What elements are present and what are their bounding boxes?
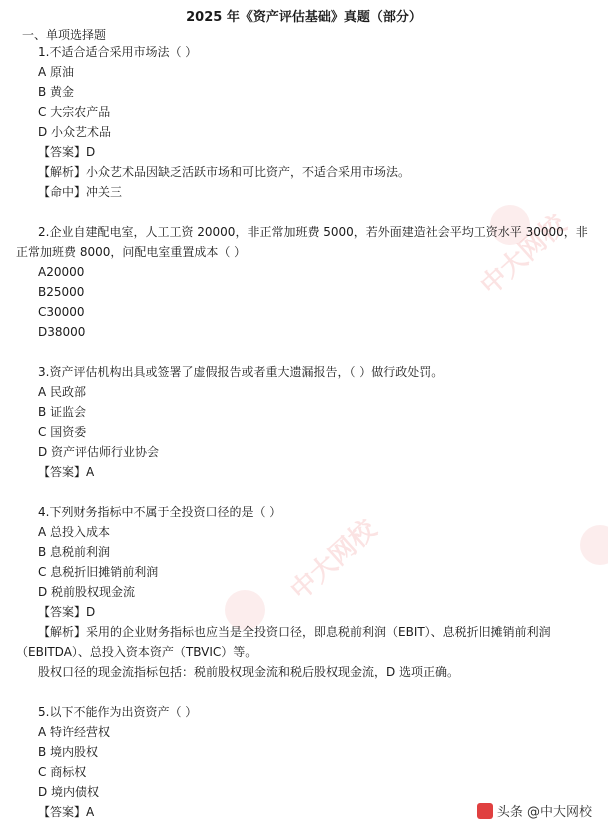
answer: 【答案】D	[38, 145, 96, 159]
page-title: 2025 年《资产评估基础》真题（部分）	[186, 10, 422, 25]
explanation: 【解析】小众艺术品因缺乏活跃市场和可比资产，不适合采用市场法。	[38, 165, 411, 179]
option: B 黄金	[38, 85, 75, 99]
explanation-cont: （EBITDA）、总投入资本资产（TBVIC）等。	[16, 645, 258, 659]
option: D38000	[38, 325, 86, 339]
option: A20000	[38, 265, 85, 279]
hit-note: 【命中】冲关三	[38, 185, 123, 199]
option: D 境内债权	[38, 785, 100, 799]
option: C 大宗农产品	[38, 105, 111, 119]
option: C 国资委	[38, 425, 87, 439]
option: B 息税前利润	[38, 545, 111, 559]
option: D 资产评估师行业协会	[38, 445, 160, 459]
option: B 证监会	[38, 405, 87, 419]
option: C 息税折旧摊销前利润	[38, 565, 159, 579]
explanation-cont: 股权口径的现金流指标包括：税前股权现金流和税后股权现金流，D 选项正确。	[38, 665, 460, 679]
section-heading: 一、单项选择题	[22, 28, 107, 42]
option: A 总投入成本	[38, 525, 111, 539]
question-5: 5.以下不能作为出资资产（ ）	[38, 705, 198, 719]
watermark: 中大网校	[284, 514, 383, 607]
answer: 【答案】A	[38, 465, 95, 479]
option: C 商标权	[38, 765, 87, 779]
question-2: 2.企业自建配电室，人工工资 20000，非正常加班费 5000，若外面建造社会平均工资水平 30000，非	[38, 225, 588, 239]
answer: 【答案】A	[38, 805, 95, 819]
footer-text: 头条 @中大网校	[496, 805, 592, 820]
question-1: 1.不适合适合采用市场法（ ）	[38, 45, 198, 59]
option: B25000	[38, 285, 85, 299]
option: C30000	[38, 305, 85, 319]
option: A 原油	[38, 65, 75, 79]
watermark-logo-icon	[580, 525, 608, 565]
option: D 税前股权现金流	[38, 585, 136, 599]
question-2-cont: 正常加班费 8000，问配电室重置成本（ ）	[16, 245, 247, 259]
watermark: 中大网校	[474, 209, 573, 302]
option: B 境内股权	[38, 745, 99, 759]
footer-credit	[477, 801, 592, 820]
option: A 特许经营权	[38, 725, 111, 739]
explanation: 【解析】采用的企业财务指标也应当是全投资口径，即息税前利润（EBIT）、息税折旧摊销前利润	[38, 625, 551, 639]
toutiao-logo-icon	[477, 803, 493, 819]
question-3: 3.资产评估机构出具或签署了虚假报告或者重大遗漏报告，（ ）做行政处罚。	[38, 365, 444, 379]
question-4: 4.下列财务指标中不属于全投资口径的是（ ）	[38, 505, 282, 519]
option: A 民政部	[38, 385, 87, 399]
answer: 【答案】D	[38, 605, 96, 619]
option: D 小众艺术品	[38, 125, 112, 139]
